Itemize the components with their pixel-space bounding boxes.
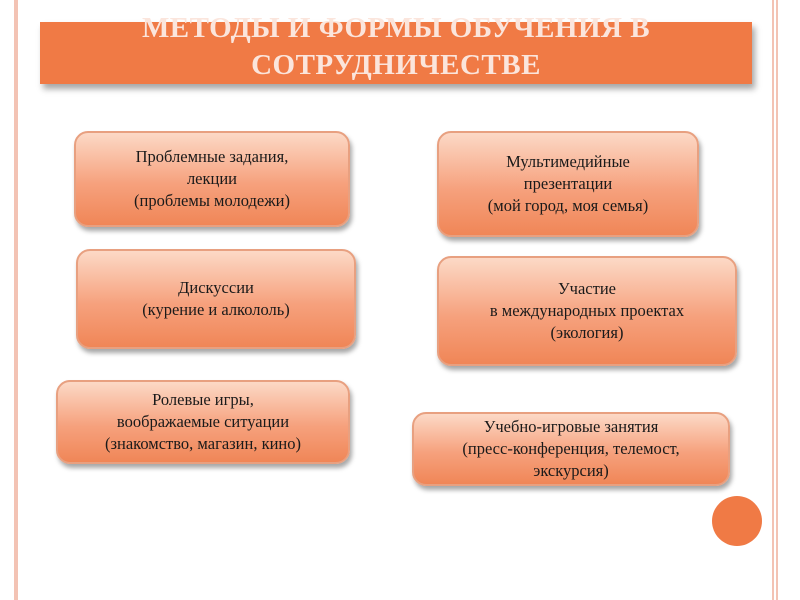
box-problem-tasks: Проблемные задания, лекции (проблемы молодежи): [74, 131, 350, 227]
box-role-games: Ролевые игры, воображаемые ситуации (знакомство, магазин, кино): [56, 380, 350, 464]
box-educational-games: Учебно-игровые занятия (пресс-конференция, телемост, экскурсия): [412, 412, 730, 486]
box-international-projects: Участие в международных проектах (экология): [437, 256, 737, 366]
frame-right-stripe: [772, 0, 778, 600]
frame-left-stripe: [14, 0, 18, 600]
box-discussions: Дискуссии (курение и алкололь): [76, 249, 356, 349]
decorative-circle: [712, 496, 762, 546]
box-multimedia-presentations: Мультимедийные презентации (мой город, моя семья): [437, 131, 699, 237]
slide-title: МЕТОДЫ И ФОРМЫ ОБУЧЕНИЯ В СОТРУДНИЧЕСТВЕ: [141, 12, 651, 81]
